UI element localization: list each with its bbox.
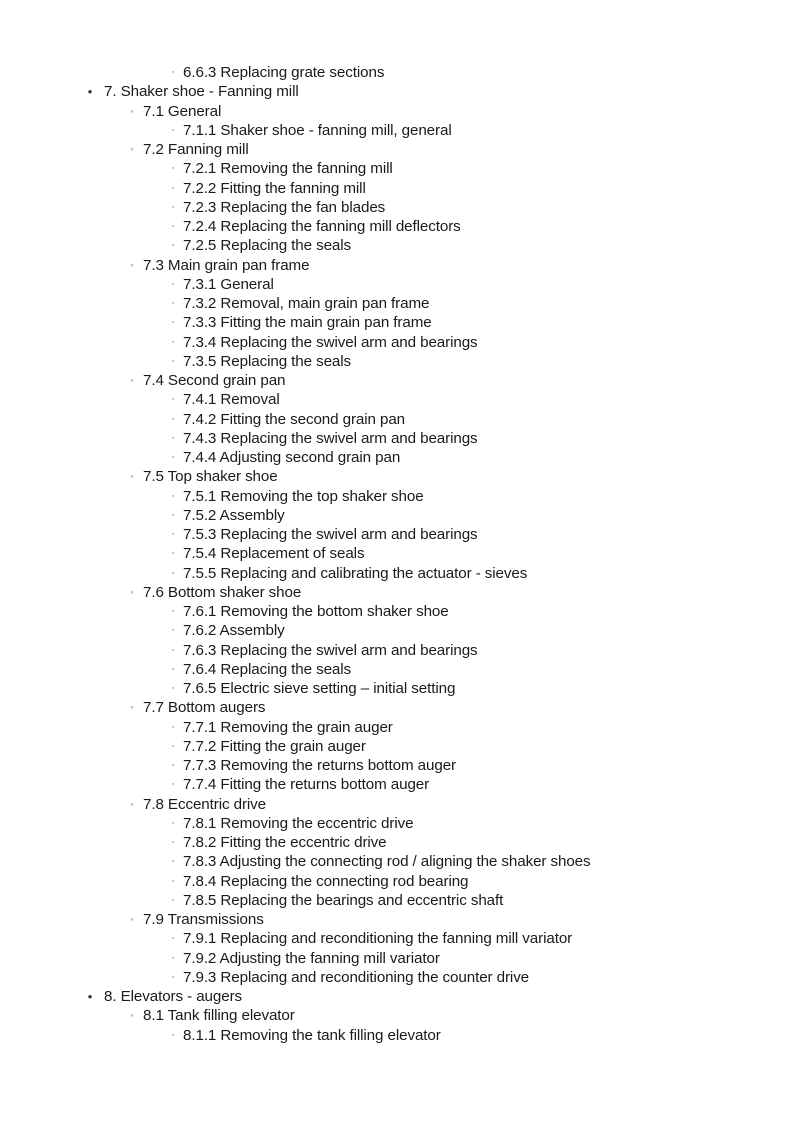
toc-list <box>0 63 794 1045</box>
bullet-square-icon: ▫ <box>171 627 175 635</box>
bullet-square-icon: ▫ <box>171 781 175 789</box>
toc-item-text: 7.4.1 Removal <box>183 391 280 409</box>
bullet-square-icon: ▫ <box>171 685 175 692</box>
toc-item-text: 7.7.1 Removing the grain auger <box>183 718 393 736</box>
toc-item-text: 7.2.5 Replacing the seals <box>183 237 352 255</box>
toc-item-text: 7.5.2 Assembly <box>183 506 285 524</box>
bullet-square-icon: ▫ <box>171 1031 175 1039</box>
toc-item-level-3 <box>0 621 794 640</box>
toc-item-level-3 <box>0 410 794 429</box>
toc-item-level-3 <box>0 544 794 563</box>
toc-item-level-3 <box>0 852 794 871</box>
bullet-square-icon: ▫ <box>171 396 175 404</box>
toc-item-level-3 <box>0 506 794 525</box>
toc-item-level-2 <box>0 795 794 814</box>
bullet-square-icon: ▫ <box>171 723 175 731</box>
bullet-square-icon: ▫ <box>171 338 175 346</box>
toc-item-text: 8. Elevators - augers <box>104 988 243 1005</box>
bullet-square-icon: ▫ <box>171 531 175 538</box>
toc-item-level-2 <box>0 583 794 602</box>
toc-item-text: 7.8 Eccentric drive <box>143 795 267 813</box>
toc-item-level-3 <box>0 679 794 698</box>
toc-item-level-3 <box>0 525 794 544</box>
bullet-square-icon: ▫ <box>171 762 175 769</box>
toc-item-text: 7.8.2 Fitting the eccentric drive <box>183 834 387 851</box>
toc-item-level-2 <box>0 371 794 390</box>
bullet-square-icon: ▫ <box>171 415 175 423</box>
toc-item-text: 7.6.1 Removing the bottom shaker shoe <box>183 603 449 620</box>
toc-item-text: 7.7.2 Fitting the grain auger <box>183 737 366 755</box>
toc-item-text: 7.1.1 Shaker shoe - fanning mill, general <box>183 121 452 139</box>
toc-item-text: 7.1 General <box>143 102 222 120</box>
bullet-square-icon: ▫ <box>171 819 175 827</box>
toc-item-level-2 <box>0 256 794 275</box>
toc-item-text: 7.4.2 Fitting the second grain pan <box>183 410 406 428</box>
bullet-square-icon: ▫ <box>171 434 175 442</box>
bullet-circle-icon: ◦ <box>130 375 134 385</box>
toc-item-level-3 <box>0 814 794 833</box>
toc-item-level-3 <box>0 775 794 794</box>
toc-item-text: 7. Shaker shoe - Fanning mill <box>104 83 299 101</box>
bullet-square-icon: ▫ <box>171 858 175 866</box>
toc-item-text: 7.2 Fanning mill <box>143 141 249 158</box>
toc-item-text: 7.6.2 Assembly <box>183 622 285 640</box>
bullet-square-icon: ▫ <box>171 492 175 500</box>
toc-item-level-3 <box>0 390 794 409</box>
toc-item-text: 7.5 Top shaker shoe <box>143 468 278 486</box>
bullet-circle-icon: ◦ <box>130 798 134 809</box>
bullet-square-icon: ▫ <box>171 646 175 654</box>
toc-item-level-3 <box>0 737 794 756</box>
bullet-circle-icon: ◦ <box>130 259 134 270</box>
bullet-square-icon: ▫ <box>171 203 175 211</box>
toc-item-level-3 <box>0 333 794 352</box>
toc-item-level-3 <box>0 487 794 506</box>
toc-item-level-3 <box>0 718 794 737</box>
toc-item-level-3 <box>0 275 794 294</box>
bullet-square-icon: ▫ <box>171 608 175 615</box>
toc-item-text: 7.8.5 Replacing the bearings and eccentric shaft <box>183 891 504 909</box>
toc-item-level-2 <box>0 910 794 929</box>
toc-item-text: 7.5.5 Replacing and calibrating the actuator - sieves <box>183 564 528 582</box>
toc-item-text: 7.9 Transmissions <box>143 911 264 928</box>
toc-item-text: 7.3.2 Removal, main grain pan frame <box>183 295 430 312</box>
toc-item-text: 7.9.3 Replacing and reconditioning the counter drive <box>183 968 530 986</box>
toc-item-text: 7.9.1 Replacing and reconditioning the fanning mill variator <box>183 930 573 948</box>
toc-item-level-3 <box>0 949 794 968</box>
bullet-square-icon: ▫ <box>171 550 175 558</box>
toc-item-text: 7.4.4 Adjusting second grain pan <box>183 449 401 466</box>
toc-item-level-3 <box>0 929 794 948</box>
toc-item-text: 7.2.4 Replacing the fanning mill deflectors <box>183 218 461 235</box>
bullet-square-icon: ▫ <box>171 935 175 943</box>
toc-item-level-2 <box>0 467 794 486</box>
toc-item-text: 7.8.1 Removing the eccentric drive <box>183 814 414 832</box>
bullet-circle-icon: ◦ <box>130 586 134 597</box>
bullet-square-icon: ▫ <box>171 69 175 76</box>
bullet-square-icon: ▫ <box>171 300 175 307</box>
bullet-circle-icon: ◦ <box>130 914 134 924</box>
toc-item-level-1 <box>0 82 794 101</box>
toc-item-text: 7.9.2 Adjusting the fanning mill variator <box>183 949 440 967</box>
toc-item-text: 7.7.4 Fitting the returns bottom auger <box>183 776 430 794</box>
toc-item-text: 7.3.5 Replacing the seals <box>183 352 352 370</box>
toc-item-level-3 <box>0 217 794 236</box>
toc-item-level-3 <box>0 198 794 217</box>
toc-item-level-2 <box>0 102 794 121</box>
toc-item-text: 7.6 Bottom shaker shoe <box>143 583 302 601</box>
toc-item-text: 8.1.1 Removing the tank filling elevator <box>183 1026 441 1044</box>
bullet-circle-icon: ◦ <box>130 144 134 154</box>
toc-item-level-3 <box>0 564 794 583</box>
toc-item-level-2 <box>0 698 794 717</box>
toc-item-level-3 <box>0 236 794 255</box>
toc-item-level-3 <box>0 294 794 313</box>
toc-item-level-3 <box>0 641 794 660</box>
toc-item-level-1 <box>0 987 794 1006</box>
toc-item-level-3 <box>0 833 794 852</box>
bullet-square-icon: ▫ <box>171 454 175 461</box>
toc-item-text: 7.2.1 Removing the fanning mill <box>183 160 393 178</box>
toc-item-text: 6.6.3 Replacing grate sections <box>183 64 385 81</box>
toc-item-level-3 <box>0 429 794 448</box>
toc-item-level-3 <box>0 968 794 987</box>
toc-item-text: 7.5.4 Replacement of seals <box>183 545 365 563</box>
bullet-disc-icon: • <box>87 84 93 100</box>
bullet-square-icon: ▫ <box>171 954 175 962</box>
toc-item-text: 7.3.1 General <box>183 275 274 293</box>
toc-item-level-2 <box>0 140 794 159</box>
toc-item-level-3 <box>0 602 794 621</box>
toc-item-text: 7.4.3 Replacing the swivel arm and bearings <box>183 429 478 447</box>
bullet-square-icon: ▫ <box>171 877 175 885</box>
bullet-square-icon: ▫ <box>171 126 175 134</box>
toc-item-level-3 <box>0 756 794 775</box>
toc-item-text: 7.8.3 Adjusting the connecting rod / aligning the shaker shoes <box>183 853 591 871</box>
toc-item-level-3 <box>0 448 794 467</box>
bullet-square-icon: ▫ <box>171 511 175 519</box>
toc-item-level-3 <box>0 660 794 679</box>
bullet-square-icon: ▫ <box>171 242 175 250</box>
bullet-circle-icon: ◦ <box>130 702 134 713</box>
toc-item-text: 7.7.3 Removing the returns bottom auger <box>183 757 457 774</box>
toc-item-text: 7.6.5 Electric sieve setting – initial setting <box>183 680 456 697</box>
toc-item-level-3 <box>0 63 794 82</box>
bullet-circle-icon: ◦ <box>130 1010 134 1021</box>
toc-item-text: 7.7 Bottom augers <box>143 699 266 717</box>
toc-item-level-2 <box>0 1006 794 1025</box>
bullet-square-icon: ▫ <box>171 357 175 365</box>
bullet-square-icon: ▫ <box>171 319 175 327</box>
toc-item-text: 7.6.3 Replacing the swivel arm and bearings <box>183 641 478 659</box>
toc-item-level-3 <box>0 179 794 198</box>
toc-item-text: 7.2.2 Fitting the fanning mill <box>183 179 366 197</box>
toc-item-level-3 <box>0 891 794 910</box>
bullet-square-icon: ▫ <box>171 280 175 288</box>
toc-item-level-3 <box>0 352 794 371</box>
toc-item-level-3 <box>0 1026 794 1045</box>
toc-item-level-3 <box>0 313 794 332</box>
toc-item-level-3 <box>0 872 794 891</box>
toc-item-text: 7.3.3 Fitting the main grain pan frame <box>183 314 432 332</box>
bullet-square-icon: ▫ <box>171 896 175 904</box>
toc-item-text: 7.8.4 Replacing the connecting rod bearing <box>183 872 469 890</box>
toc-item-text: 7.2.3 Replacing the fan blades <box>183 198 386 216</box>
bullet-square-icon: ▫ <box>171 165 175 173</box>
toc-item-text: 7.4 Second grain pan <box>143 372 286 389</box>
toc-item-level-3 <box>0 121 794 140</box>
toc-item-text: 7.5.1 Removing the top shaker shoe <box>183 487 424 505</box>
toc-item-level-3 <box>0 159 794 178</box>
bullet-square-icon: ▫ <box>171 665 175 673</box>
toc-item-text: 8.1 Tank filling elevator <box>143 1007 295 1025</box>
toc-item-text: 7.6.4 Replacing the seals <box>183 660 352 678</box>
bullet-square-icon: ▫ <box>171 184 175 192</box>
toc-item-text: 7.5.3 Replacing the swivel arm and bearings <box>183 526 478 543</box>
bullet-disc-icon: • <box>87 989 93 1004</box>
bullet-circle-icon: ◦ <box>130 105 134 116</box>
bullet-circle-icon: ◦ <box>130 471 134 482</box>
toc-item-text: 7.3.4 Replacing the swivel arm and bearings <box>183 333 478 351</box>
bullet-square-icon: ▫ <box>171 223 175 230</box>
bullet-square-icon: ▫ <box>171 742 175 750</box>
bullet-square-icon: ▫ <box>171 839 175 846</box>
bullet-square-icon: ▫ <box>171 569 175 577</box>
bullet-square-icon: ▫ <box>171 973 175 981</box>
toc-item-text: 7.3 Main grain pan frame <box>143 256 310 274</box>
